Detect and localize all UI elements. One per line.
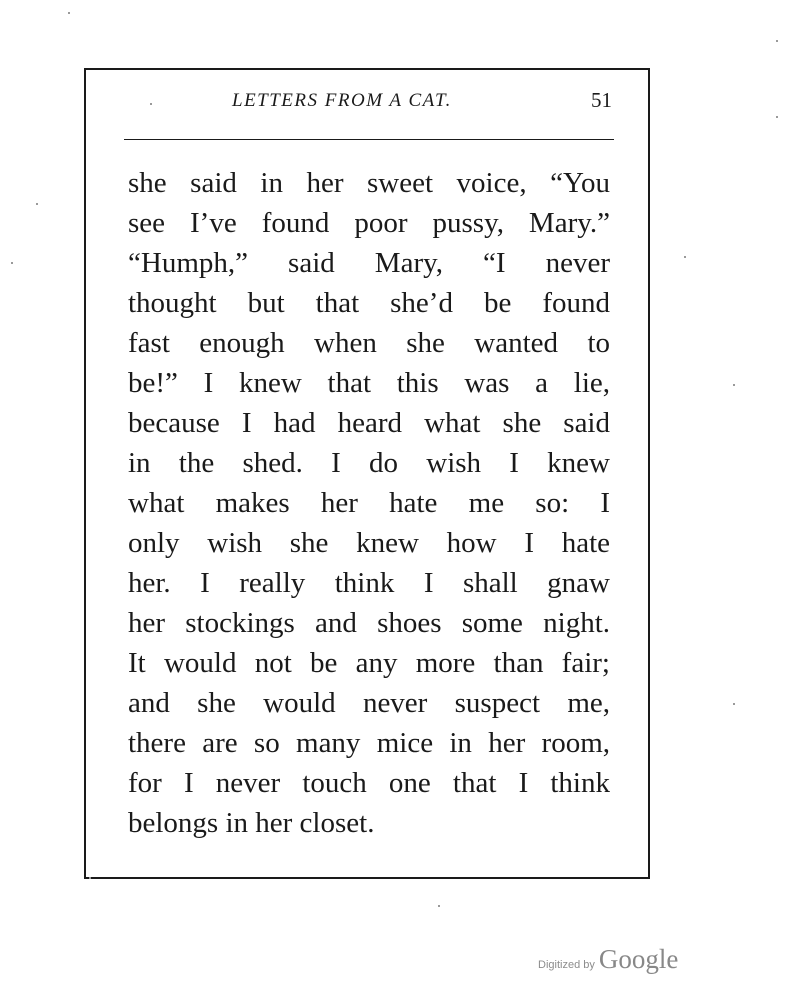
text-line: see I’ve found poor pussy, Mary.”	[128, 207, 610, 239]
header-rule	[124, 139, 614, 140]
scan-speck	[68, 12, 70, 14]
page-number: 51	[591, 88, 612, 112]
text-line: It would not be any more than fair;	[128, 647, 610, 679]
digitized-label: Digitized by	[538, 959, 595, 971]
text-line: her stockings and shoes some night.	[128, 607, 610, 639]
text-line: belongs in her closet.	[128, 807, 375, 839]
body-text	[128, 163, 610, 843]
scan-speck	[684, 256, 686, 258]
text-line: because I had heard what she said	[128, 407, 610, 439]
scan-speck	[36, 203, 38, 205]
running-head	[124, 88, 612, 118]
running-title: LETTERS FROM A CAT.	[232, 90, 452, 111]
text-line: be!” I knew that this was a lie,	[128, 367, 610, 399]
scan-speck	[733, 703, 735, 705]
text-line: there are so many mice in her room,	[128, 727, 610, 759]
scan-speck	[438, 905, 440, 907]
scan-speck	[733, 384, 735, 386]
text-line: only wish she knew how I hate	[128, 527, 610, 559]
text-line: what makes her hate me so: I	[128, 487, 610, 519]
text-line: for I never touch one that I think	[128, 767, 610, 799]
google-wordmark: Google	[598, 944, 679, 974]
text-line: she said in her sweet voice, “You	[128, 167, 610, 199]
text-line: fast enough when she wanted to	[128, 327, 610, 359]
scan-speck	[11, 262, 13, 264]
scan-speck	[776, 116, 778, 118]
scan-speck	[150, 103, 152, 105]
text-line: in the shed. I do wish I knew	[128, 447, 610, 479]
digitized-by-watermark	[538, 944, 678, 975]
text-line: thought but that she’d be found	[128, 287, 610, 319]
text-line: and she would never suspect me,	[128, 687, 610, 719]
scan-speck	[776, 40, 778, 42]
scan-speck	[89, 877, 91, 879]
text-line: her. I really think I shall gnaw	[128, 567, 610, 599]
text-line: “Humph,” said Mary, “I never	[128, 247, 610, 279]
